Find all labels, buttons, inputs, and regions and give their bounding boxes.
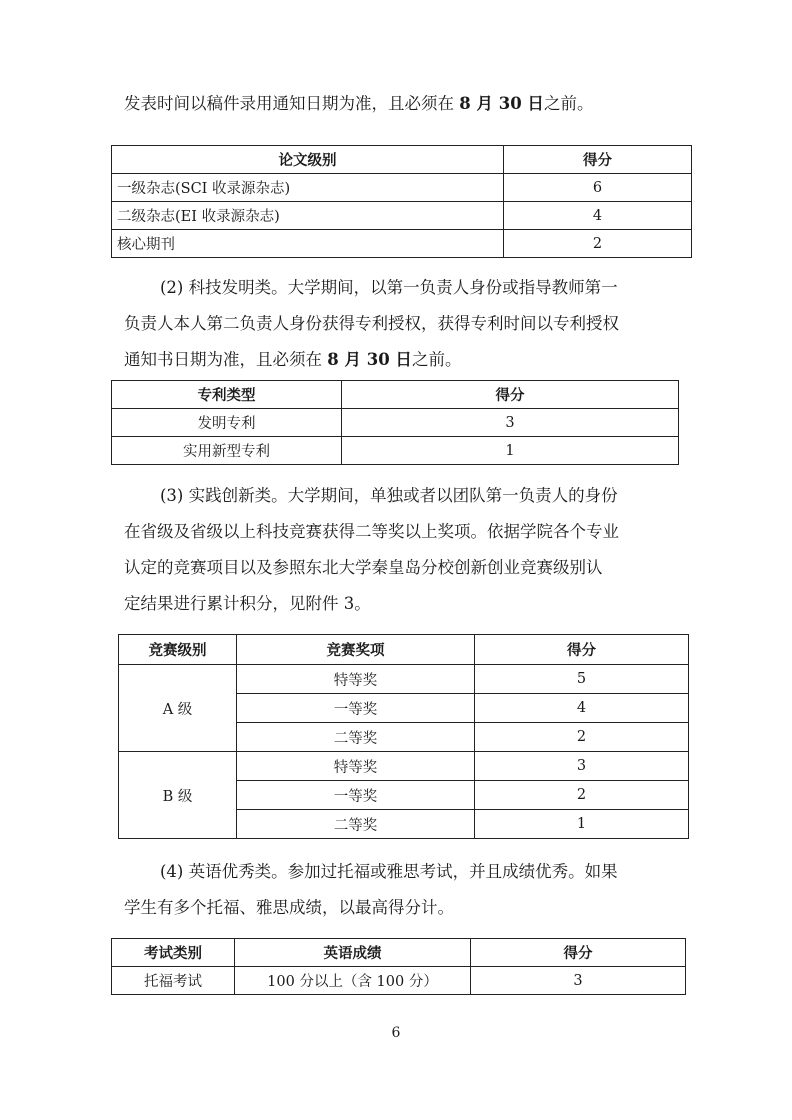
paragraph-2-line2: 负责人本人第二负责人身份获得专利授权，获得专利时间以专利授权 [124,314,619,333]
table-cell: 2 [475,781,689,810]
table-header: 得分 [471,939,686,967]
table-row [112,230,692,258]
table-row [112,409,679,437]
table-cell: 特等奖 [237,665,475,694]
paragraph-3-line4: 定结果进行累计积分，见附件 3。 [124,594,371,613]
competition-level-table [118,634,689,839]
date-bold: 8 月 30 日 [327,350,412,369]
table-header: 英语成绩 [235,939,471,967]
table-header: 专利类型 [112,381,342,409]
table-row [112,202,692,230]
paragraph-3-line2: 在省级及省级以上科技竞赛获得二等奖以上奖项。依据学院各个专业 [124,522,619,541]
table-cell: 一级杂志(SCI 收录源杂志) [112,174,504,202]
text-segment: 发表时间以稿件录用通知日期为准，且必须在 [124,94,460,113]
text-segment: 之前。 [411,350,462,369]
table-cell: 托福考试 [112,967,235,995]
patent-type-table [111,380,679,465]
table-cell: 一等奖 [237,781,475,810]
paragraph-4-line1: (4) 英语优秀类。参加过托福或雅思考试，并且成绩优秀。如果 [160,862,618,881]
table-cell: 3 [475,752,689,781]
table-header: 竞赛级别 [119,635,237,665]
paragraph-3-line3: 认定的竞赛项目以及参照东北大学秦皇岛分校创新创业竞赛级别认 [124,558,603,577]
level-cell: A 级 [119,665,237,752]
table-cell: 核心期刊 [112,230,504,258]
page-number: 6 [391,1025,401,1041]
paper-level-table [111,145,692,258]
paragraph-deadline [124,86,593,122]
table-cell: 二级杂志(EI 收录源杂志) [112,202,504,230]
table-row [119,665,689,694]
english-test-table [111,938,686,995]
table-cell: 特等奖 [237,752,475,781]
table-header: 竞赛奖项 [237,635,475,665]
table-header: 得分 [342,381,679,409]
table-header: 论文级别 [112,146,504,174]
table-row [112,174,692,202]
table-cell: 二等奖 [237,723,475,752]
table-cell: 4 [475,694,689,723]
table-cell: 4 [504,202,692,230]
paragraph-4-line2: 学生有多个托福、雅思成绩，以最高得分计。 [124,898,454,917]
table-row [112,967,686,995]
table-cell: 3 [471,967,686,995]
table-cell: 二等奖 [237,810,475,839]
table-cell: 1 [475,810,689,839]
table-cell: 5 [475,665,689,694]
date-bold: 8 月 30 日 [459,94,544,113]
level-cell: B 级 [119,752,237,839]
table-header: 得分 [504,146,692,174]
table-cell: 发明专利 [112,409,342,437]
table-header: 得分 [475,635,689,665]
table-cell: 2 [475,723,689,752]
table-cell: 3 [342,409,679,437]
table-header: 考试类别 [112,939,235,967]
table-cell: 100 分以上（含 100 分） [235,967,471,995]
paragraph-2-line1: (2) 科技发明类。大学期间，以第一负责人身份或指导教师第一 [160,278,618,297]
paragraph-2-line3 [124,342,461,378]
table-cell: 一等奖 [237,694,475,723]
table-row [112,437,679,465]
table-cell: 实用新型专利 [112,437,342,465]
table-cell: 6 [504,174,692,202]
text-segment: 之前。 [543,94,594,113]
table-row [119,752,689,781]
text-segment: 通知书日期为准，且必须在 [124,350,328,369]
table-cell: 1 [342,437,679,465]
paragraph-3-line1: (3) 实践创新类。大学期间，单独或者以团队第一负责人的身份 [160,486,618,505]
table-cell: 2 [504,230,692,258]
